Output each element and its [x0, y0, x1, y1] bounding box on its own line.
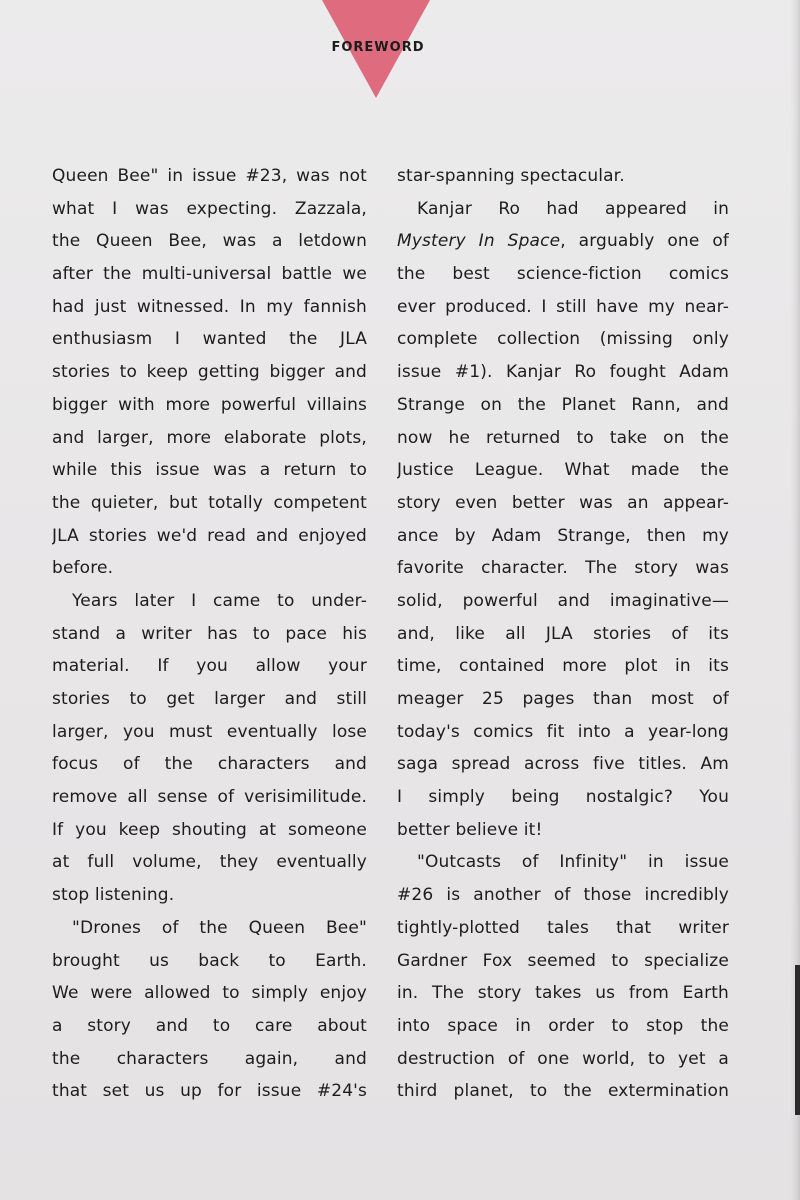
text-line: time, contained more plot in its: [397, 656, 729, 677]
text-line: issue #1). Kanjar Ro fought Adam: [397, 362, 729, 383]
text-line: focus of the characters and: [52, 754, 367, 775]
text-line: tightly-plotted tales that writer: [397, 917, 729, 938]
text-line: story even better was an appear-: [397, 492, 729, 513]
left-column: [52, 160, 367, 1108]
text-line: ever produced. I still have my near-: [397, 296, 729, 317]
text-line: and larger, more elaborate plots,: [52, 427, 367, 448]
text-line: a story and to care about: [52, 1015, 367, 1036]
text-line: and, like all JLA stories of its: [397, 623, 729, 644]
text-line: meager 25 pages than most of: [397, 689, 729, 709]
text-line: #26 is another of those incredibly: [397, 885, 729, 906]
text-fragment: , arguably one of: [560, 231, 729, 252]
text-line: what I was expecting. Zazzala,: [52, 198, 367, 219]
text-line: in. The story takes us from Earth: [397, 983, 729, 1004]
text-line: into space in order to stop the: [397, 1015, 729, 1036]
text-line: stories to get larger and still: [52, 689, 367, 709]
text-line: brought us back to Earth.: [52, 950, 367, 971]
text-line-with-title: [397, 225, 729, 258]
text-line: ance by Adam Strange, then my: [397, 525, 729, 546]
text-line: the Queen Bee, was a letdown: [52, 231, 367, 252]
text-line: If you keep shouting at someone: [52, 819, 367, 840]
text-line: at full volume, they eventually: [52, 852, 367, 873]
text-line: Gardner Fox seemed to specialize: [397, 950, 729, 971]
section-label: FOREWORD: [331, 40, 425, 55]
text-line: remove all sense of verisimilitude.: [52, 787, 367, 808]
text-line: Years later I came to under-: [72, 590, 367, 611]
page-edge-dark: [795, 965, 800, 1115]
text-line: the best science-fiction comics: [397, 264, 729, 285]
text-line: before.: [52, 558, 114, 579]
text-line: Justice League. What made the: [397, 460, 729, 481]
text-line: Queen Bee" in issue #23, was not: [52, 166, 367, 186]
text-line: stop listening.: [52, 885, 175, 906]
text-line: bigger with more powerful villains: [52, 394, 367, 415]
text-line: stories to keep getting bigger and: [52, 362, 367, 383]
text-line: "Outcasts of Infinity" in issue: [417, 852, 729, 873]
text-line: the characters again, and: [52, 1048, 367, 1069]
text-line: while this issue was a return to: [52, 460, 367, 481]
text-line: stand a writer has to pace his: [52, 623, 367, 644]
text-line: JLA stories we'd read and enjoyed: [52, 525, 367, 546]
book-title: Mystery In Space: [397, 231, 561, 252]
text-line: Strange on the Planet Rann, and: [397, 394, 729, 415]
text-line: Kanjar Ro had appeared in: [417, 198, 729, 219]
text-line: enthusiasm I wanted the JLA: [52, 329, 367, 350]
text-line: solid, powerful and imaginative—: [397, 590, 729, 611]
text-line: saga spread across five titles. Am: [397, 754, 729, 775]
text-line: third planet, to the extermination: [397, 1081, 729, 1102]
text-line: destruction of one world, to yet a: [397, 1048, 729, 1069]
text-line: "Drones of the Queen Bee": [72, 917, 367, 938]
text-line: better believe it!: [397, 819, 543, 840]
text-line: after the multi-universal battle we: [52, 264, 367, 285]
text-line: favorite character. The story was: [397, 558, 729, 579]
right-column: [397, 160, 729, 1108]
text-line: material. If you allow your: [52, 656, 367, 677]
text-line: now he returned to take on the: [397, 427, 729, 448]
text-line: complete collection (missing only: [397, 329, 729, 350]
text-line: had just witnessed. In my fannish: [52, 296, 367, 317]
text-line: today's comics fit into a year-long: [397, 721, 729, 742]
text-line: I simply being nostalgic? You: [397, 787, 729, 808]
text-line: star-spanning spectacular.: [397, 166, 625, 186]
text-line: the quieter, but totally competent: [52, 492, 367, 513]
text-line: that set us up for issue #24's: [52, 1081, 367, 1102]
text-line: larger, you must eventually lose: [52, 721, 367, 742]
text-line: We were allowed to simply enjoy: [52, 983, 367, 1004]
